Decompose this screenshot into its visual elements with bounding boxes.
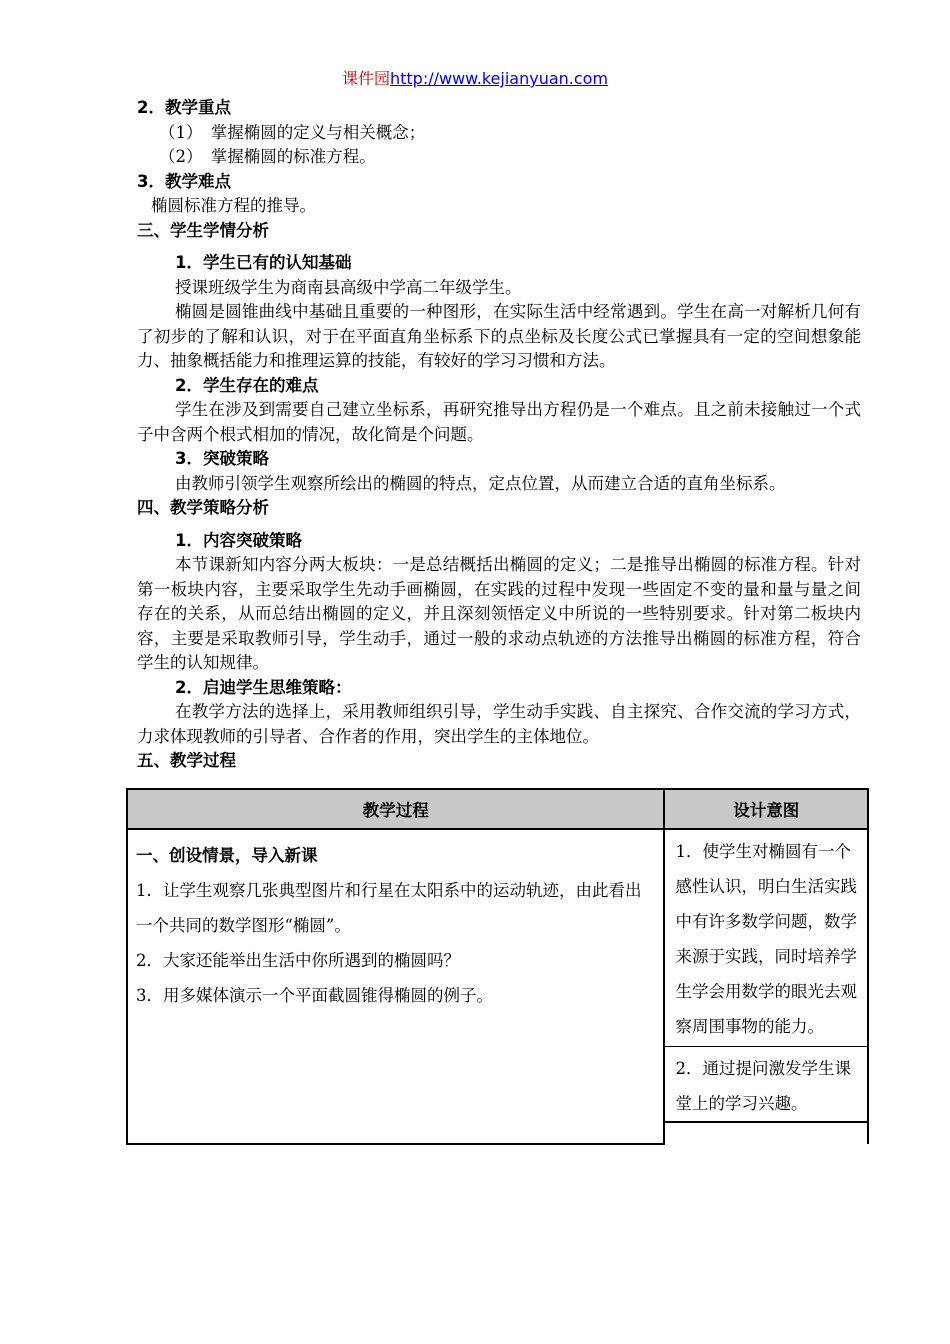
section-3-1-title: 1．学生已有的认知基础 [175,253,352,272]
process-cell [127,829,664,1144]
process-item-3: 3．用多媒体演示一个平面截圆锥得椭圆的例子。 [136,986,493,1005]
process-heading: 一、创设情景，导入新课 [136,846,318,865]
teaching-process-table [126,788,869,1145]
document-body [137,96,861,774]
table-header-row [127,789,868,829]
section-3-2-title: 2．学生存在的难点 [175,375,319,395]
intent-cell [664,829,868,1144]
section-4-2-title: 2．启迪学生思维策略： [175,677,352,697]
intent-item-1: 1．使学生对椭圆有一个感性认识，明白生活实践中有许多数学问题，数学来源于实践，同时培养学生学会用数学的眼光去观察周围事物的能力。 [665,830,867,1047]
focus-item-1: （1） 掌握椭圆的定义与相关概念； [159,122,426,142]
col-header-intent: 设计意图 [664,789,868,829]
section-3-3-title: 3．突破策略 [175,449,269,468]
intent-item-2: 2．通过提问激发学生课堂上的学习兴趣。 [665,1047,867,1123]
col-header-process: 教学过程 [127,789,664,829]
focus-title: 2．教学重点 [137,98,231,117]
site-name: 课件园 [341,69,390,88]
section-3-2-p: 学生在涉及到需要自己建立坐标系，再研究推导出方程仍是一个难点。且之前未接触过一个式子中含两个根式相加的情况，故化简是个问题。 [137,400,861,444]
focus-item-2: （2） 掌握椭圆的标准方程。 [159,147,376,166]
section-4-1-title: 1．内容突破策略 [175,530,302,550]
section-4-2-p: 在教学方法的选择上，采用教师组织引导，学生动手实践、自主探究、合作交流的学习方式，力求体现教师的引导者、合作者的作用，突出学生的主体地位。 [137,702,861,746]
section-3-title: 三、学生学情分析 [137,220,269,240]
site-url-link[interactable]: http://www.kejianyuan.com [389,69,609,88]
process-item-2: 2．大家还能举出生活中你所遇到的椭圆吗？ [136,951,460,970]
section-4-title: 四、教学策略分析 [137,498,269,517]
section-3-1-p1: 授课班级学生为商南县高级中学高二年级学生。 [175,277,522,297]
table-row [127,829,868,1144]
section-5-title: 五、教学过程 [137,751,236,770]
section-3-3-p: 由教师引领学生观察所绘出的椭圆的特点，定点位置，从而建立合适的直角坐标系。 [175,473,786,493]
section-3-1-p2: 椭圆是圆锥曲线中基础且重要的一种图形，在实际生活中经常遇到。学生在高一对解析几何有了初步的了解和认识，对于在平面直角坐标系下的点坐标及长度公式已掌握具有一定的空间想象能力、抽象概括能力和推理运算的技能，有较好的学习习惯和方法。 [137,302,861,370]
section-4-1-p: 本节课新知内容分两大板块：一是总结概括出椭圆的定义；二是推导出椭圆的标准方程。针对第一板块内容，主要采取学生先动手画椭圆，在实践的过程中发现一些固定不变的量和量与量之间存在的关系，从而总结出椭圆的定义，并且深刻领悟定义中所说的一些特别要求。针对第二板块内容，主要是采取教师引导，学生动手，通过一般的求动点轨迹的方法推导出椭圆的标准方程，符合学生的认知规律。 [137,555,861,672]
page-header [0,66,950,89]
difficulty-text: 椭圆标准方程的推导。 [151,196,316,215]
process-item-1: 1．让学生观察几张典型图片和行星在太阳系中的运动轨迹，由此看出一个共同的数学图形“椭圆”。 [136,881,642,935]
difficulty-title: 3．教学难点 [137,171,231,191]
